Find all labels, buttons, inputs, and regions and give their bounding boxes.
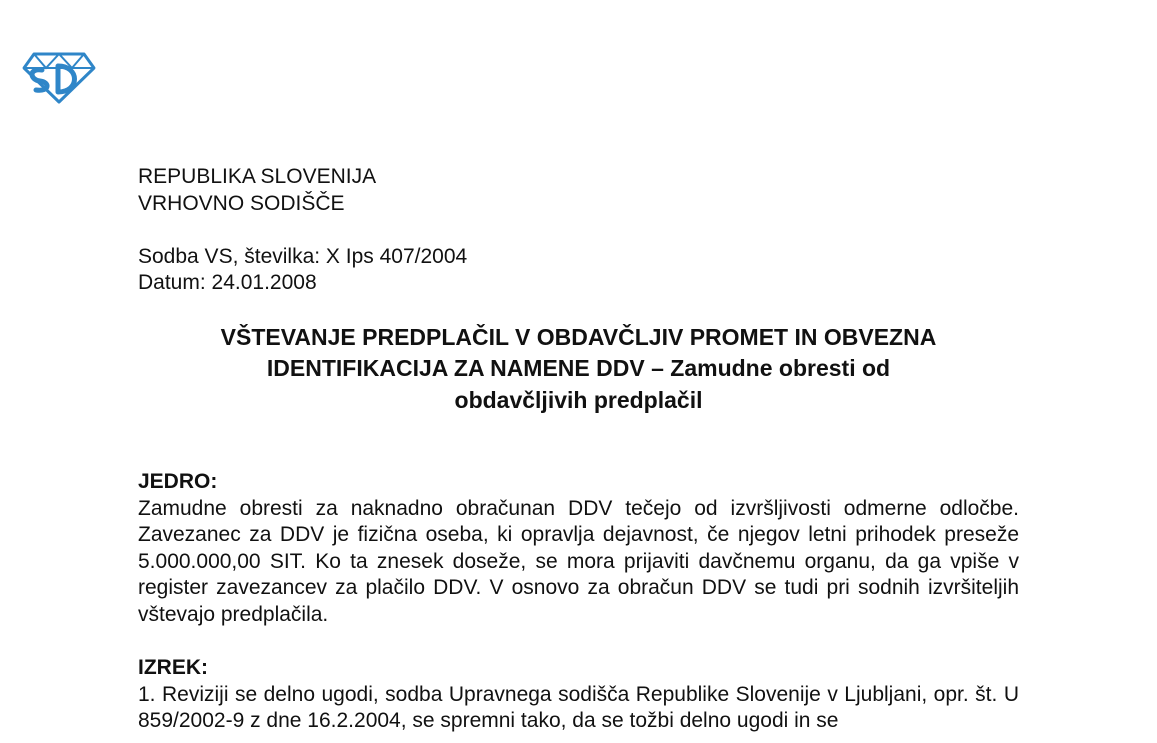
court-name: VRHOVNO SODIŠČE: [138, 191, 345, 215]
case-number: Sodba VS, številka: X Ips 407/2004: [138, 244, 468, 268]
izrek-heading: IZREK:: [138, 656, 208, 679]
jedro-text: Zamudne obresti za naknadno obračunan DDV tečejo od izvršljivosti odmerne odločbe. Zavezanec za DDV je fizična oseba, ki opravlja dejavnost, če njegov letni prihodek preseže 5.000.000,00 SIT. Ko ta znesek doseže, se mora prijaviti davčnemu organu, da ga vpiše v register zavezancev za plačilo DDV. V osnovo za obračun DDV se tudi pri sodnih izvršiteljih vštevajo predplačila.: [138, 496, 1019, 626]
document-title: [138, 322, 1019, 417]
shield-logo-icon: [20, 46, 98, 106]
jedro-heading: JEDRO:: [138, 470, 218, 493]
izrek-text: 1. Reviziji se delno ugodi, sodba Upravnega sodišča Republike Slovenije v Ljubljani, opr. št. U 859/2002-9 z dne 16.2.2004, se spremni tako, da se tožbi delno ugodi in se: [138, 682, 1019, 732]
judgment-date: Datum: 24.01.2008: [138, 271, 317, 294]
izrek-section: [138, 655, 1019, 735]
jedro-section: [138, 469, 1019, 628]
title-line-3: obdavčljivih predplačil: [454, 386, 703, 413]
document-page: [138, 164, 1019, 735]
court-logo: [20, 46, 98, 106]
title-line-1: VŠTEVANJE PREDPLAČIL V OBDAVČLJIV PROMET IN OBVEZNA: [220, 323, 937, 350]
title-line-2: IDENTIFIKACIJA ZA NAMENE DDV – Zamudne obresti od: [266, 355, 891, 381]
country-name: REPUBLIKA SLOVENIJA: [138, 165, 377, 188]
